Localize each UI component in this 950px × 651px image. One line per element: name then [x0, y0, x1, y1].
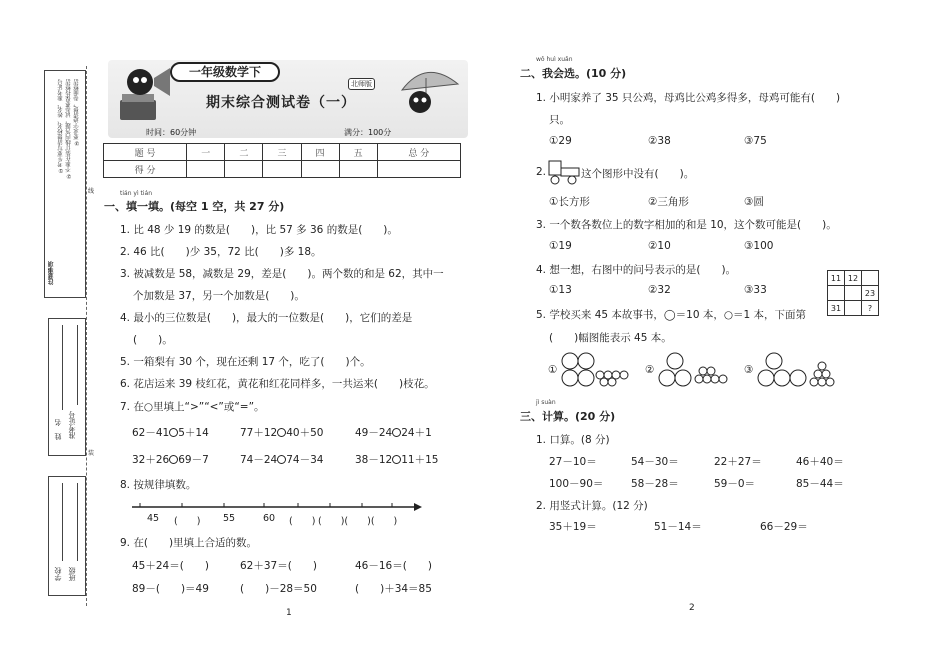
- page-number: 1: [286, 608, 292, 618]
- vertical-item[interactable]: 51－14＝: [654, 521, 702, 533]
- mascot-megaphone-icon: [118, 62, 178, 124]
- oral-item[interactable]: 54－30＝: [631, 456, 679, 468]
- s2-q1-opt[interactable]: ②38: [648, 135, 671, 147]
- section1-title: 一、填一填。(每空 1 空，共 27 分): [104, 200, 285, 213]
- s2-q5-opt[interactable]: ①: [548, 364, 558, 376]
- number-grid: [827, 270, 879, 316]
- oral-item[interactable]: 46＋40＝: [796, 456, 844, 468]
- school-underline[interactable]: [62, 483, 63, 561]
- score-input[interactable]: [263, 161, 301, 178]
- score-cell: 四: [301, 144, 339, 161]
- score-input[interactable]: [301, 161, 339, 178]
- compare-circle[interactable]: [277, 455, 286, 464]
- s2-q2-opt[interactable]: ①长方形: [549, 196, 590, 208]
- s1-q7: 7. 在○里填上“>”“<”或“=”。: [120, 401, 265, 413]
- oral-item[interactable]: 100－90＝: [549, 478, 604, 490]
- score-cell: 三: [263, 144, 301, 161]
- class-underline[interactable]: [77, 483, 78, 561]
- class-label: 班级: [68, 567, 76, 581]
- score-cell: 一: [187, 144, 225, 161]
- notice-label: 注意事项: [48, 261, 55, 285]
- s2-q5b: ( )幅图能表示 45 本。: [549, 332, 672, 344]
- circles-option-3: [756, 352, 838, 390]
- s2-q4-opt[interactable]: ②32: [648, 284, 671, 296]
- circles-option-2: [657, 352, 729, 390]
- s2-q3: 3. 一个数各数位上的数字相加的和是 10，这个数可能是( )。: [536, 219, 837, 231]
- notice-line-3: ③要求字迹清楚，卷面整洁: [74, 79, 80, 146]
- number-line-label: 45: [147, 513, 160, 524]
- s3-q2: 2. 用竖式计算。(12 分): [536, 500, 648, 512]
- fill-item[interactable]: ( )＋34＝85: [355, 583, 432, 595]
- score-cell: 二: [225, 144, 263, 161]
- s2-q2: 这个图形中没有( )。: [581, 168, 695, 180]
- s1-q2: 2. 46 比( )少 35，72 比( )多 18。: [120, 246, 322, 258]
- oral-item[interactable]: 85－44＝: [796, 478, 844, 490]
- circles-option-1: [560, 352, 632, 390]
- s2-q1a: 1. 小明家养了 35 只公鸡，母鸡比公鸡多得多，母鸡可能有( ): [536, 92, 841, 104]
- compare-item: 32＋26 69－7: [132, 454, 209, 466]
- fill-item[interactable]: ( )－28＝50: [240, 583, 317, 595]
- s1-q8: 8. 按规律填数。: [120, 479, 197, 491]
- score-cell: 题 号: [104, 144, 187, 161]
- s2-q1b: 只。: [549, 114, 570, 126]
- compare-circle[interactable]: [169, 428, 178, 437]
- grade-title: 一年级数学下: [170, 62, 280, 82]
- s1-q9: 9. 在( )里填上合适的数。: [120, 537, 258, 549]
- s2-q4-opt[interactable]: ③33: [744, 284, 767, 296]
- compare-circle[interactable]: [169, 455, 178, 464]
- s1-q3b: 个加数是 37，另一个加数是( )。: [133, 290, 305, 302]
- school-box: [48, 476, 86, 596]
- name-box: [48, 318, 86, 456]
- number-line-blank[interactable]: ( ): [174, 516, 201, 527]
- s1-q5: 5. 一箱梨有 30 个，现在还剩 17 个，吃了( )个。: [120, 356, 371, 368]
- score-table: [103, 143, 461, 178]
- s1-q4b: ( )。: [133, 334, 173, 346]
- notice-line-2: ②不准在装订线内答题，试卷要保持整洁: [66, 79, 72, 179]
- grid-cell: [845, 286, 862, 301]
- fill-item[interactable]: 46－16＝( ): [355, 560, 432, 572]
- train-shape-icon: [548, 160, 580, 186]
- s2-q1-opt[interactable]: ③75: [744, 135, 767, 147]
- section2-title: 二、我会选。(10 分): [520, 67, 627, 80]
- binding-line: [86, 66, 87, 606]
- fill-item[interactable]: 62＋37＝( ): [240, 560, 317, 572]
- s2-q1-opt[interactable]: ①29: [549, 135, 572, 147]
- mascot-balloon-icon: [396, 64, 462, 126]
- s2-q5-opt[interactable]: ②: [645, 364, 655, 376]
- s1-q3a: 3. 被减数是 58，减数是 29，差是( )。两个数的和是 62，其中一: [120, 268, 444, 280]
- s1-q1: 1. 比 48 少 19 的数是( )，比 57 多 36 的数是( )。: [120, 224, 398, 236]
- s2-q4-opt[interactable]: ①13: [549, 284, 572, 296]
- compare-item: 49－24 24＋1: [355, 427, 432, 439]
- s1-q4a: 4. 最小的三位数是( )，最大的一位数是( )，它们的差是: [120, 312, 413, 324]
- score-cell: 总 分: [377, 144, 460, 161]
- s2-q2-num: 2.: [536, 166, 547, 178]
- school-label: 学校: [54, 567, 62, 581]
- name-label: 姓 名: [54, 419, 62, 440]
- notice-line-1: ①考生要写清楚校名、姓名、准考证号: [58, 79, 64, 173]
- s2-q2-opt[interactable]: ②三角形: [648, 196, 689, 208]
- s2-q3-opt[interactable]: ③100: [744, 240, 774, 252]
- section3-pinyin: jì suàn: [536, 399, 556, 406]
- number-line-blank[interactable]: ( ): [289, 516, 316, 527]
- oral-item[interactable]: 59－0＝: [714, 478, 756, 490]
- score-input[interactable]: [377, 161, 460, 178]
- number-line-blank[interactable]: ( )( )( ): [318, 516, 398, 527]
- number-line-label: 55: [223, 513, 236, 524]
- exam-title: 期末综合测试卷（一）: [206, 95, 356, 111]
- section2-pinyin: wǒ huì xuǎn: [536, 56, 573, 63]
- score-table-header: [104, 144, 461, 161]
- id-underline[interactable]: [77, 325, 78, 405]
- grid-cell: [862, 271, 879, 286]
- name-underline[interactable]: [62, 325, 63, 410]
- oral-item[interactable]: 22＋27＝: [714, 456, 762, 468]
- compare-circle[interactable]: [392, 455, 401, 464]
- compare-circle[interactable]: [392, 428, 401, 437]
- compare-item: 77＋12 40＋50: [240, 427, 324, 439]
- number-line: [130, 500, 425, 514]
- score-input[interactable]: [339, 161, 377, 178]
- score-input[interactable]: [187, 161, 225, 178]
- grid-cell: 23: [862, 286, 879, 301]
- oral-item[interactable]: 58－28＝: [631, 478, 679, 490]
- score-table-row: [104, 161, 461, 178]
- s2-q3-opt[interactable]: ②10: [648, 240, 671, 252]
- score-input[interactable]: [225, 161, 263, 178]
- s3-q1: 1. 口算。(8 分): [536, 434, 610, 446]
- compare-item: 62－41 5＋14: [132, 427, 209, 439]
- notice-box: [44, 70, 86, 298]
- compare-item: 38－12 11＋15: [355, 454, 439, 466]
- section3-title: 三、计算。(20 分): [520, 410, 616, 423]
- s2-q5a: 5. 学校买来 45 本故事书，◯＝10 本，○＝1 本，下面第: [536, 309, 807, 321]
- section1-pinyin: tián yì tián: [120, 190, 153, 197]
- grid-cell: 12: [845, 271, 862, 286]
- grid-cell: 11: [828, 271, 845, 286]
- id-label: 准考证号: [68, 411, 76, 439]
- grid-cell: [828, 286, 845, 301]
- fill-item[interactable]: 89－( )＝49: [132, 583, 209, 595]
- score-label: 得 分: [104, 161, 187, 178]
- number-line-label: 60: [263, 513, 276, 524]
- grid-cell: ?: [862, 301, 879, 316]
- compare-circle[interactable]: [277, 428, 286, 437]
- fill-item[interactable]: 45＋24＝( ): [132, 560, 209, 572]
- binding-mid: 装: [88, 450, 95, 457]
- edition-badge: 北师版: [348, 78, 375, 90]
- page-number: 2: [689, 603, 695, 613]
- vertical-item[interactable]: 66－29＝: [760, 521, 808, 533]
- s2-q4: 4. 想一想，右图中的问号表示的是( )。: [536, 264, 737, 276]
- exam-score: 满分：100分: [344, 128, 392, 137]
- s2-q3-opt[interactable]: ①19: [549, 240, 572, 252]
- grid-cell: 31: [828, 301, 845, 316]
- score-cell: 五: [339, 144, 377, 161]
- s2-q2-opt[interactable]: ③圆: [744, 196, 764, 208]
- exam-time: 时间：60分钟: [146, 128, 197, 137]
- binding-label: 线: [88, 188, 95, 195]
- vertical-item[interactable]: 35＋19＝: [549, 521, 597, 533]
- s1-q6: 6. 花店运来 39 枝红花，黄花和红花同样多，一共运来( )枝花。: [120, 378, 435, 390]
- s2-q5-opt[interactable]: ③: [744, 364, 754, 376]
- oral-item[interactable]: 27－10＝: [549, 456, 597, 468]
- compare-item: 74－24 74－34: [240, 454, 324, 466]
- grid-cell: [845, 301, 862, 316]
